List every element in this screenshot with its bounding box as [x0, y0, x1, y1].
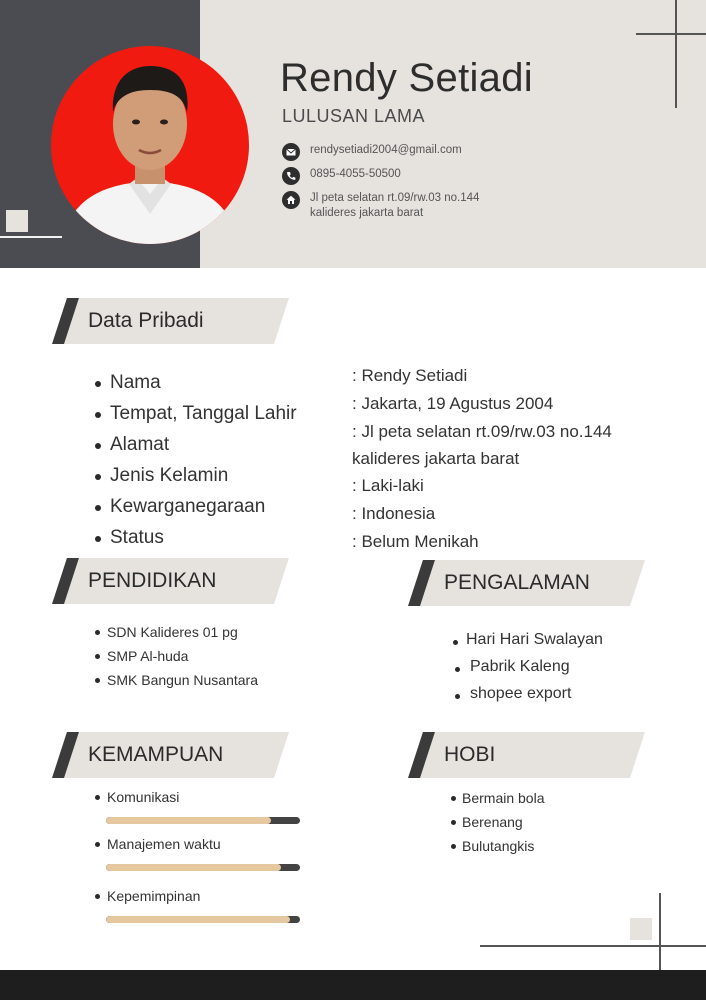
value-alamat: : Jl peta selatan rt.09/rw.03 no.144 [352, 422, 612, 441]
bullet [95, 795, 100, 800]
skill-bar-fill [106, 817, 271, 824]
label-kewarganegaraan: Kewarganegaraan [110, 496, 266, 517]
decor-square-bottom-right [630, 918, 652, 940]
contact-address [282, 191, 479, 221]
list-item: SMK Bangun Nusantara [107, 672, 258, 688]
email-text: rendysetiadi2004@gmail.com [310, 144, 462, 156]
list-item: Pabrik Kaleng [470, 658, 570, 675]
bullet [95, 381, 101, 387]
profile-photo [51, 46, 249, 244]
value-alamat-2: kalideres jakarta barat [352, 449, 520, 468]
bullet [451, 844, 456, 849]
candidate-subtitle: LULUSAN LAMA [282, 106, 426, 126]
label-status: Status [110, 527, 164, 548]
bullet [95, 654, 100, 659]
decor-square-top-left [6, 210, 28, 232]
bullet [95, 630, 100, 635]
value-kewarganegaraan: : Indonesia [352, 504, 436, 523]
bullet [95, 678, 100, 683]
section-title: KEMAMPUAN [88, 743, 224, 766]
decor-line-bottom-right-h [480, 945, 706, 947]
skill-bar-fill [106, 864, 281, 871]
value-ttl: : Jakarta, 19 Agustus 2004 [352, 394, 554, 413]
bullet [455, 667, 460, 672]
mail-icon [282, 143, 300, 161]
list-item: Berenang [462, 814, 523, 830]
bullet [451, 796, 456, 801]
bullet [95, 443, 101, 449]
address-line-1: Jl peta selatan rt.09/rw.03 no.144 [310, 192, 480, 204]
decor-line-top-right-h [636, 33, 706, 35]
bullet [95, 842, 100, 847]
section-title: PENDIDIKAN [88, 569, 217, 592]
skill-bar [106, 916, 300, 923]
skill-bar [106, 864, 300, 871]
value-status: : Belum Menikah [352, 532, 479, 551]
skill-label: Kepemimpinan [107, 888, 201, 904]
bullet [95, 412, 101, 418]
label-ttl: Tempat, Tanggal Lahir [110, 403, 297, 424]
skill-label: Manajemen waktu [107, 836, 221, 852]
skill-bar [106, 817, 300, 824]
address-line-2: kalideres jakarta barat [310, 207, 424, 219]
contact-phone [282, 167, 401, 185]
address-text [310, 191, 479, 221]
phone-icon [282, 167, 300, 185]
decor-line-top-right-v [675, 0, 677, 108]
label-jenis-kelamin: Jenis Kelamin [110, 465, 229, 486]
section-title: HOBI [444, 743, 496, 766]
skill-label: Komunikasi [107, 789, 180, 805]
bullet [95, 894, 100, 899]
bullet [453, 640, 458, 645]
list-item: shopee export [470, 685, 572, 702]
list-item: Bulutangkis [462, 838, 535, 854]
list-item: SMP Al-huda [107, 648, 189, 664]
value-jenis-kelamin: : Laki-laki [352, 476, 424, 495]
list-item: Hari Hari Swalayan [466, 631, 603, 648]
candidate-name: Rendy Setiadi [280, 56, 533, 100]
bullet [95, 536, 101, 542]
home-icon [282, 191, 300, 209]
skill-bar-fill [106, 916, 290, 923]
list-item: SDN Kalideres 01 pg [107, 624, 238, 640]
label-alamat: Alamat [110, 434, 170, 455]
bullet [455, 694, 460, 699]
bullet [95, 474, 101, 480]
bullet [95, 505, 101, 511]
contact-email [282, 143, 462, 161]
section-title: PENGALAMAN [444, 571, 590, 594]
footer-bar [0, 970, 706, 1000]
value-nama: : Rendy Setiadi [352, 366, 468, 385]
list-item: Bermain bola [462, 790, 545, 806]
header-light-panel [200, 0, 706, 268]
bullet [451, 820, 456, 825]
label-nama: Nama [110, 372, 161, 393]
phone-text: 0895-4055-50500 [310, 168, 401, 180]
section-title: Data Pribadi [88, 309, 204, 332]
